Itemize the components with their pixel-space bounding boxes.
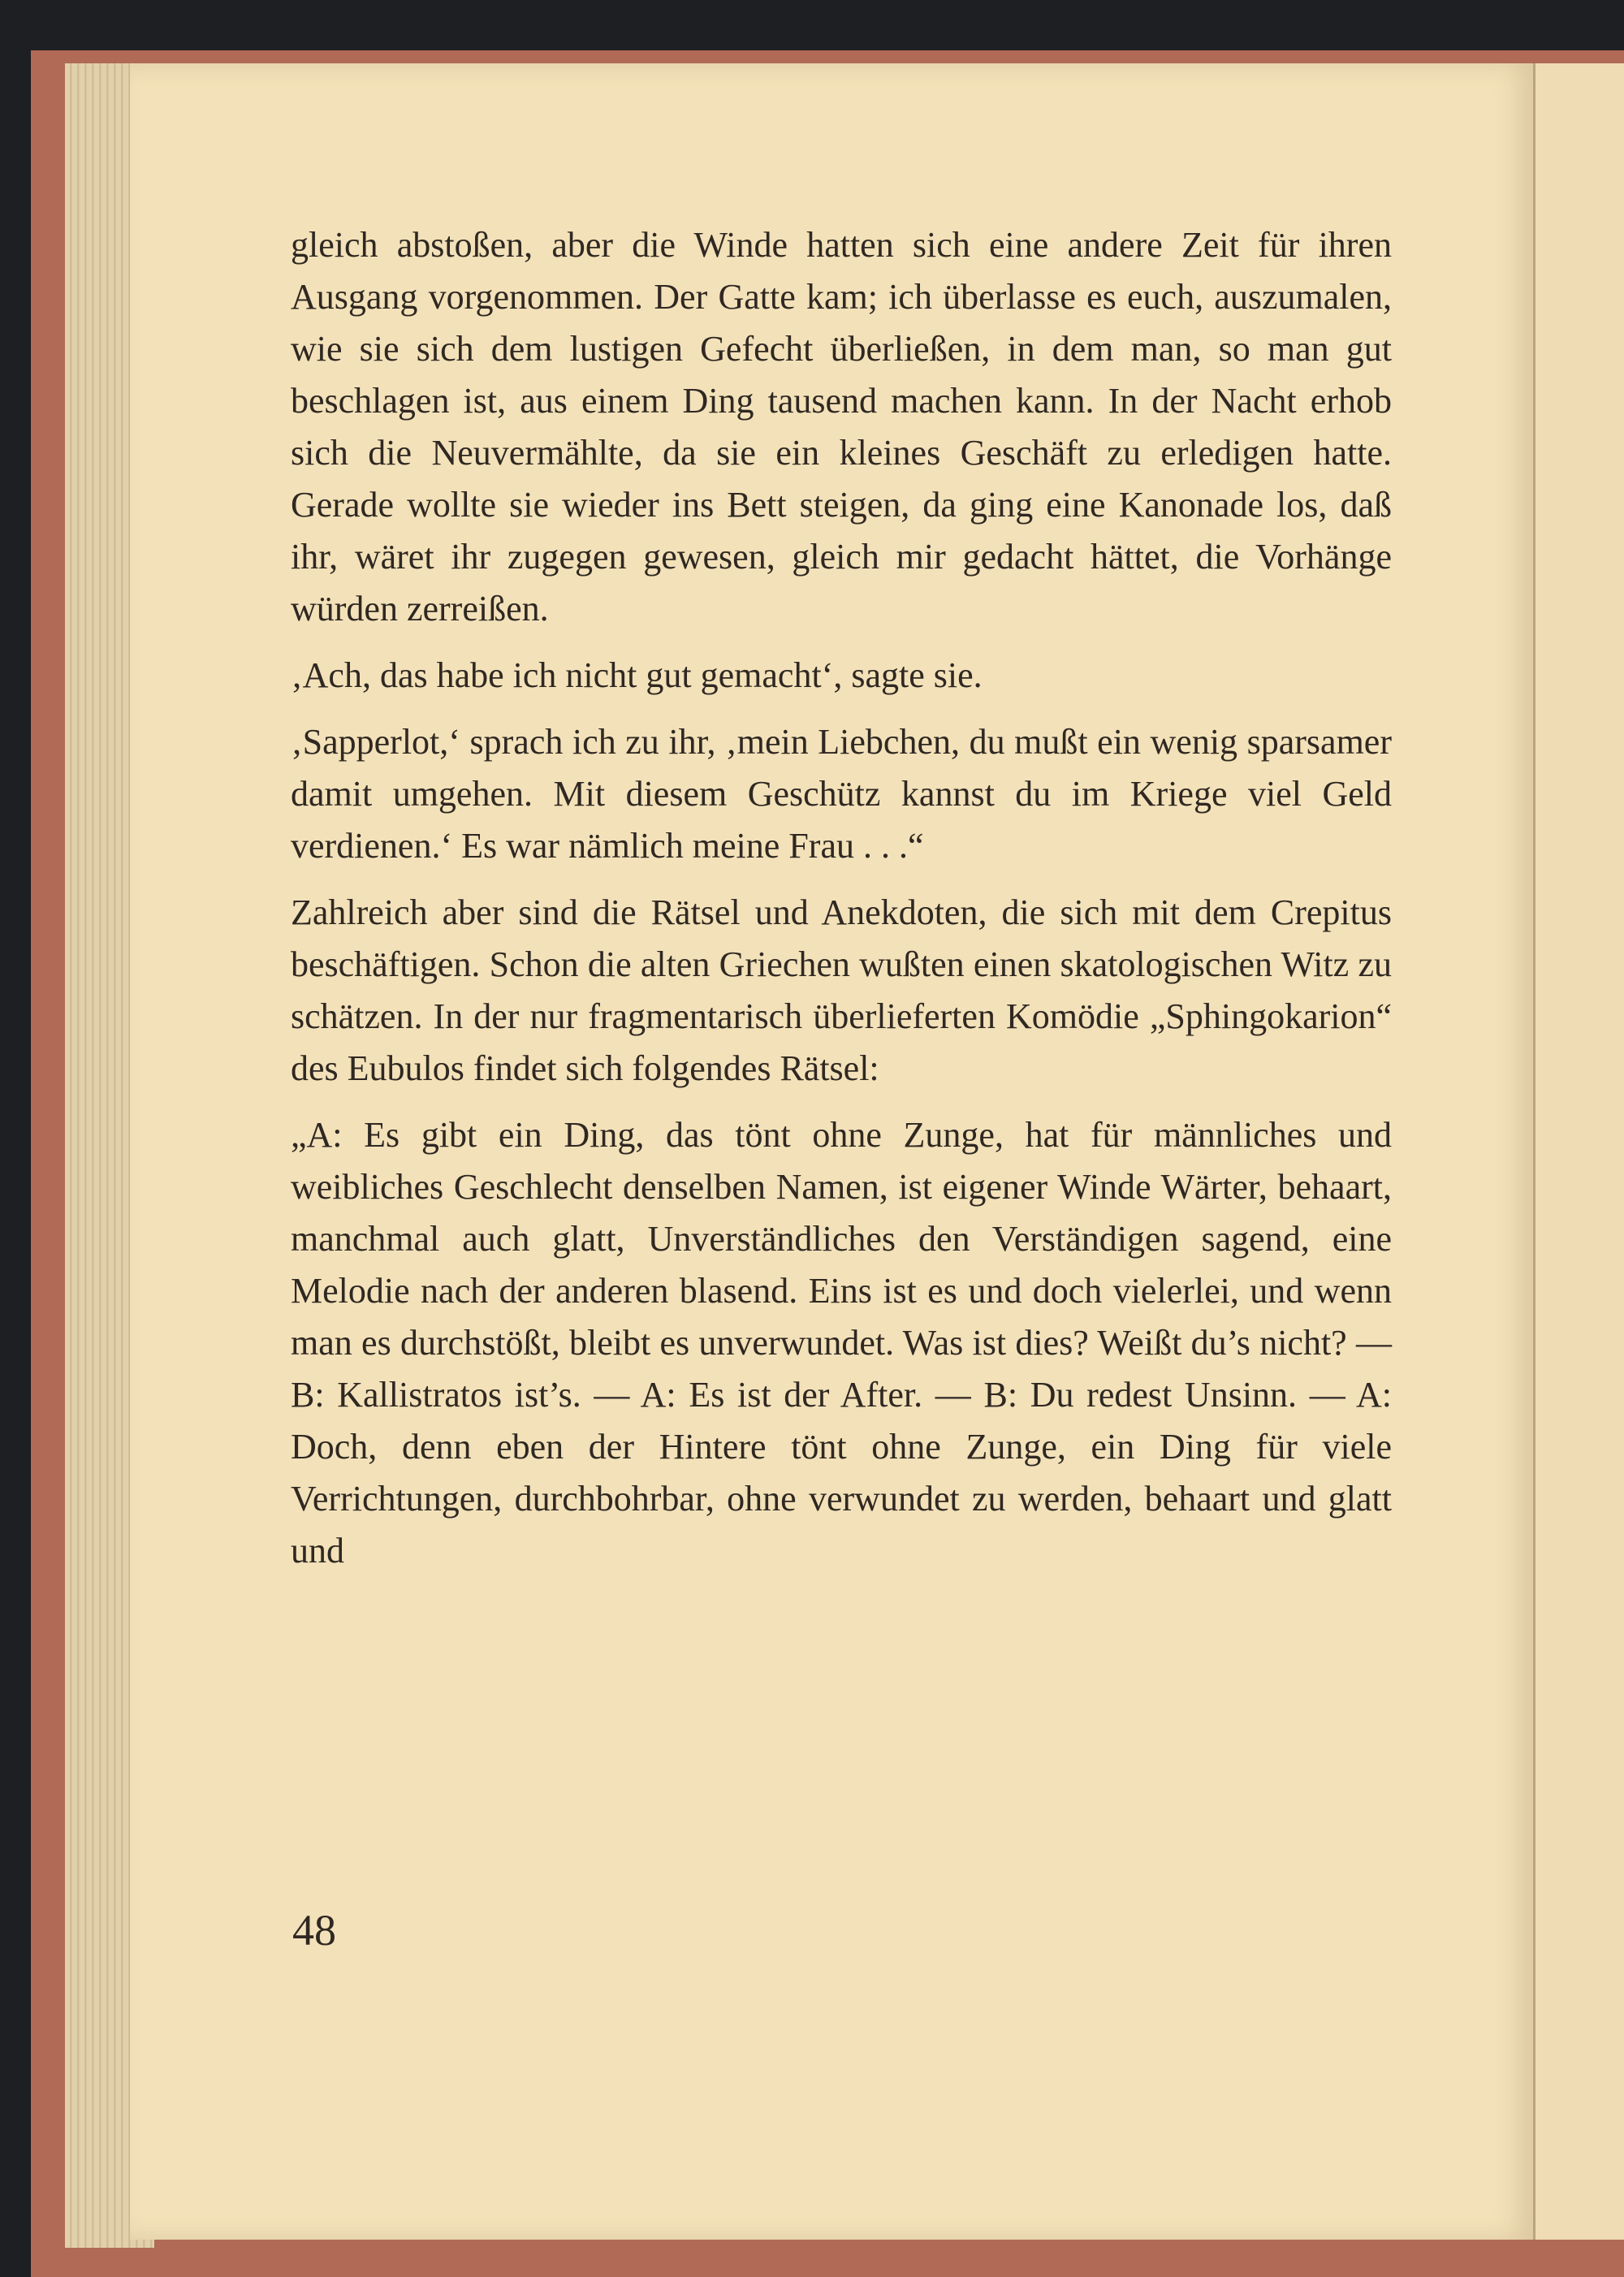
paragraph-1: gleich abstoßen, aber die Winde hatten sich eine andere Zeit für ihren Ausgang vorgenommen. Der Gatte kam; ich überlasse es euch, auszumalen, wie sie sich dem lustigen Gefecht überließen, in dem man, so man gut beschlagen ist, aus einem Ding tausend machen kann. In der Nacht erhob sich die Neuvermählte, da sie ein kleines Geschäft zu erledigen hatte. Gerade wollte sie wieder ins Bett steigen, da ging eine Kanonade los, daß ihr, wäret ihr zugegen gewesen, gleich mir gedacht hättet, die Vorhänge würden zerreißen. <box>291 225 1392 629</box>
paragraph-2: ‚Ach, das habe ich nicht gut gemacht‘, sagte sie. <box>291 655 983 695</box>
page-text <box>291 219 1392 1592</box>
page-number: 48 <box>292 1906 336 1955</box>
paragraph-3: ‚Sapperlot,‘ sprach ich zu ihr, ‚mein Liebchen, du mußt ein wenig sparsamer damit umgehen. Mit diesem Geschütz kannst du im Kriege viel Geld verdienen.‘ Es war nämlich meine Frau . . .“ <box>291 722 1392 866</box>
facing-page-edge <box>1533 63 1624 2240</box>
paragraph-4: Zahlreich aber sind die Rätsel und Anekdoten, die sich mit dem Crepitus beschäftigen. Schon die alten Griechen wußten einen skatologischen Witz zu schätzen. In der nur fragmentarisch überlieferten Komödie „Sphingokarion“ des Eubulos findet sich folgendes Rätsel: <box>291 892 1392 1088</box>
paragraph-5: „A: Es gibt ein Ding, das tönt ohne Zunge, hat für männliches und weibliches Geschlecht denselben Namen, ist eigener Winde Wärter, behaart, manchmal auch glatt, Unverständliches den Verständigen sagend, eine Melodie nach der anderen blasend. Eins ist es und doch vielerlei, und wenn man es durchstößt, bleibt es unverwundet. Was ist dies? Weißt du’s nicht? — B: Kallistratos ist’s. — A: Es ist der After. — B: Du redest Unsinn. — A: Doch, denn eben der Hintere tönt ohne Zunge, ein Ding für viele Verrichtungen, durchbohrbar, ohne verwundet zu werden, behaart und glatt und <box>291 1115 1392 1571</box>
